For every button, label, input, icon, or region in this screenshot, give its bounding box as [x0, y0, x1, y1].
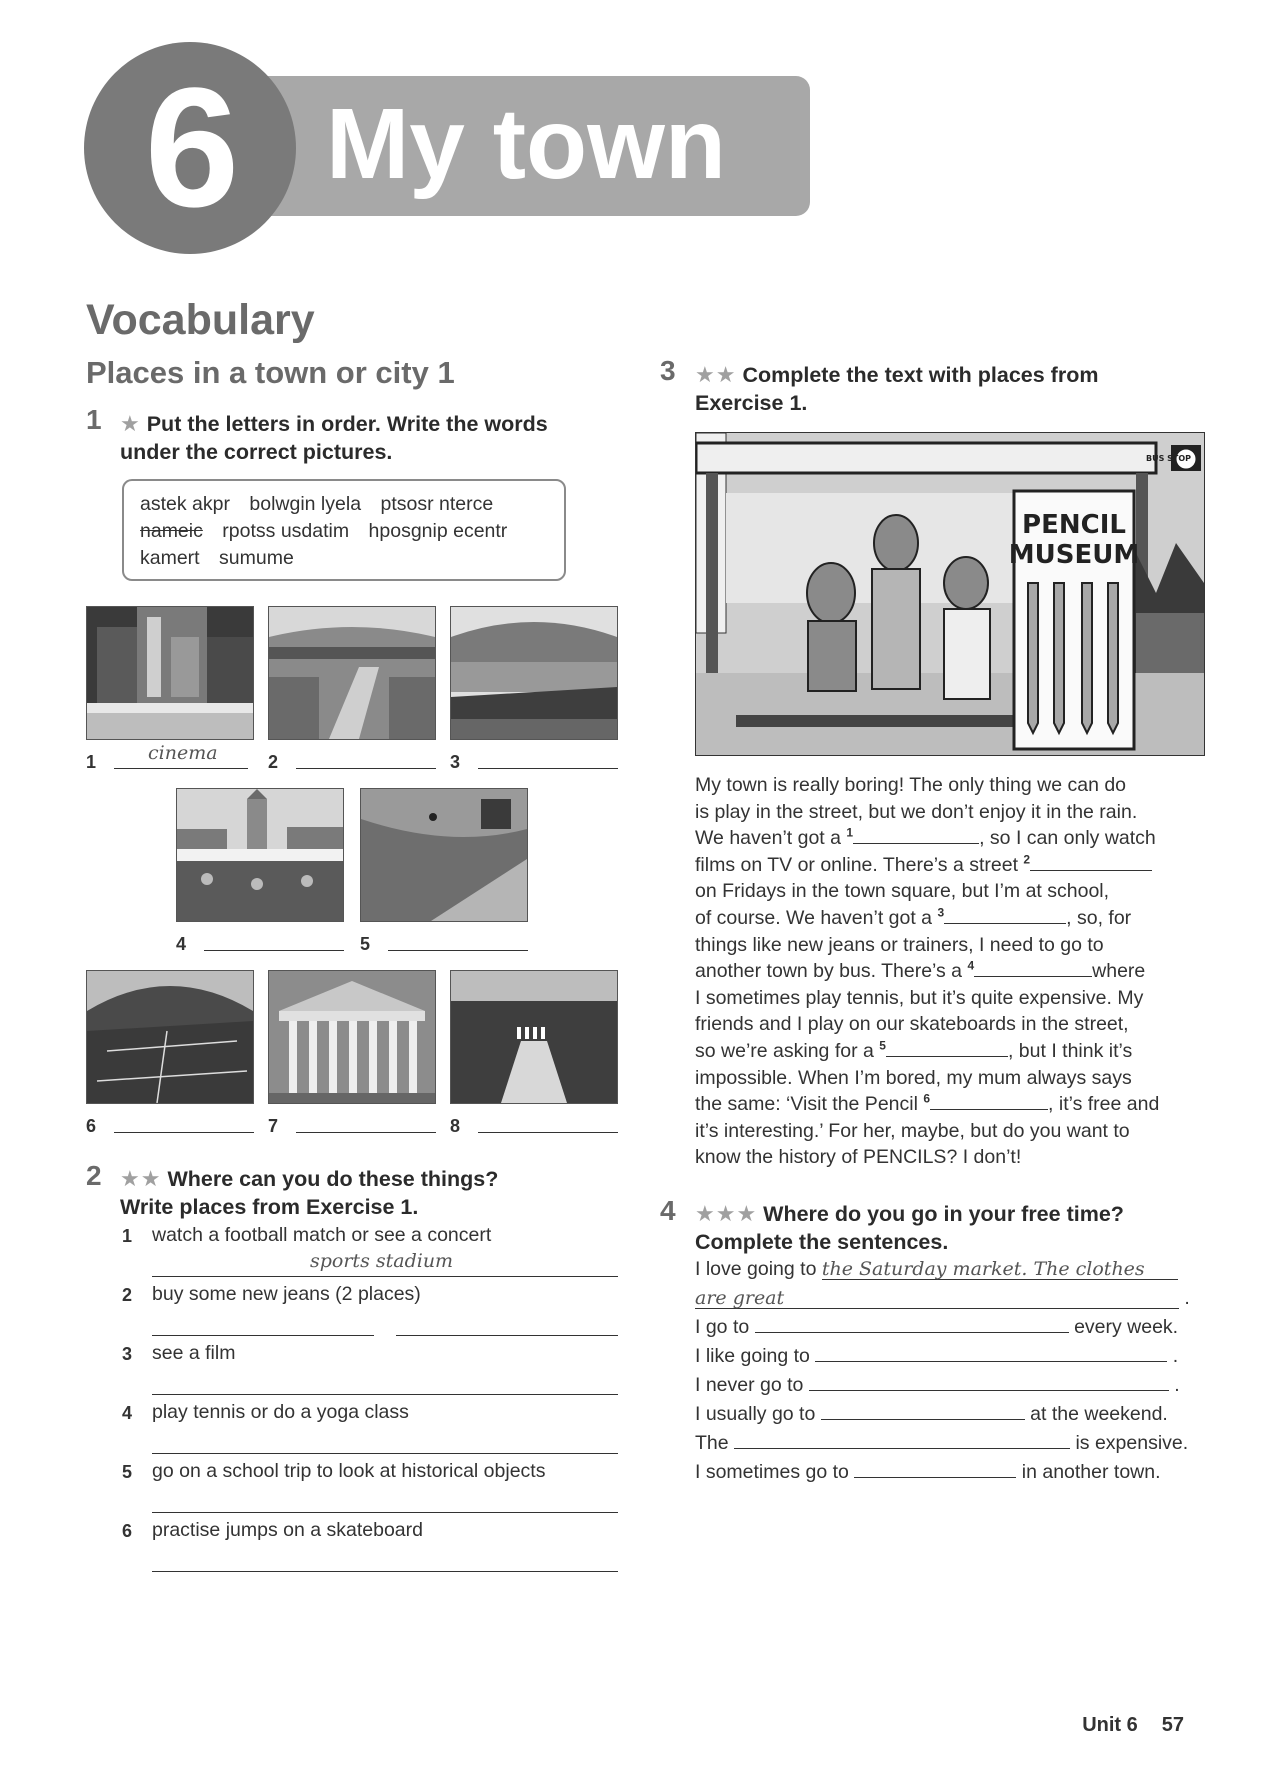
answer-line-7[interactable]	[296, 1110, 436, 1133]
gap-number: 6	[923, 1091, 931, 1106]
bus-stop-label: BUS STOP	[1146, 454, 1192, 463]
story-line: things like new jeans or trainers, I need to go to	[695, 933, 1104, 956]
picture-number: 8	[450, 1116, 461, 1136]
section-subtitle: Places in a town or city 1	[86, 355, 455, 390]
instruction-line: Write places from Exercise 1.	[120, 1195, 419, 1219]
story-line: I sometimes play tennis, but it’s quite expensive. My	[695, 986, 1144, 1009]
story-line: it’s interesting.’ For her, maybe, but do you want to	[695, 1119, 1130, 1142]
story-line: My town is really boring! The only thing we can do	[695, 774, 1127, 796]
exercise-4-sentences	[695, 1255, 1195, 1487]
photo-market	[176, 788, 344, 922]
sentence-3: I like going to .	[695, 1345, 1179, 1367]
story-gap-6[interactable]	[930, 1091, 1048, 1110]
story-line: so we’re asking for a $^5$ , but I think it’s	[695, 1038, 1133, 1062]
answer-line[interactable]	[152, 1313, 374, 1336]
answer-line[interactable]	[152, 1250, 618, 1277]
photo-cinema	[86, 606, 254, 740]
scrambled-word: hposgnip ecentr	[368, 520, 508, 542]
sentence-gap[interactable]	[734, 1430, 1070, 1449]
answer-line-2[interactable]	[296, 746, 436, 769]
gap-number: 1	[846, 825, 854, 840]
picture-number: 6	[86, 1116, 97, 1136]
unit-title: My town	[326, 88, 726, 200]
story-line: the same: ‘Visit the Pencil $^6$ , it’s free and	[695, 1091, 1160, 1116]
section-title: Vocabulary	[86, 296, 315, 344]
story-line: another town by bus. There’s a $^4$ where	[695, 958, 1146, 983]
exercise-4-number: 4	[660, 1195, 676, 1226]
sign-text: PENCIL	[1022, 510, 1126, 540]
exercise-3-instruction	[695, 361, 1215, 417]
exercise-4-instruction	[695, 1200, 1215, 1256]
sentence-gap[interactable]	[821, 1401, 1025, 1420]
answer-line-4[interactable]	[204, 928, 344, 951]
instruction-line: under the correct pictures.	[120, 440, 393, 464]
instruction-line: Complete the text with places from	[742, 363, 1099, 387]
star-icon: ★★	[695, 362, 737, 387]
scrambled-word: sumume	[219, 547, 294, 569]
photo-museum	[268, 970, 436, 1104]
example-answer: cinema	[148, 742, 218, 764]
instruction-line: Exercise 1.	[695, 391, 808, 415]
picture-number: 1	[86, 752, 97, 772]
story-line: friends and I play on our skateboards in the street,	[695, 1013, 1129, 1036]
story-line: We haven’t got a $^1$ , so I can only watch	[695, 825, 1156, 850]
item-number: 1	[122, 1226, 133, 1246]
item-text: watch a football match or see a concert	[152, 1224, 492, 1246]
answer-line-8[interactable]	[478, 1110, 618, 1133]
picture-number: 5	[360, 934, 371, 954]
word-row	[140, 518, 521, 545]
sign-text: MUSEUM	[1008, 540, 1140, 570]
answer-line-1[interactable]	[114, 742, 248, 769]
answer-line-3[interactable]	[478, 746, 618, 769]
story-line: on Fridays in the town square, but I’m at school,	[695, 880, 1110, 903]
sentence-gap[interactable]	[854, 1459, 1016, 1478]
sentence-5: I usually go to at the weekend.	[695, 1403, 1168, 1425]
answer-line[interactable]	[396, 1313, 618, 1336]
answer-line-6[interactable]	[114, 1110, 254, 1133]
answer-line[interactable]	[152, 1549, 618, 1572]
sentence-gap[interactable]	[809, 1372, 1169, 1391]
instruction-line: Complete the sentences.	[695, 1230, 949, 1254]
story-gap-4[interactable]	[974, 958, 1092, 977]
photo-shopping-centre	[268, 606, 436, 740]
word-box	[122, 479, 566, 581]
page-number: 57	[1161, 1714, 1184, 1736]
answer-line[interactable]	[152, 1431, 618, 1454]
item-text: practise jumps on a skateboard	[152, 1519, 423, 1541]
instruction-line: Where can you do these things?	[167, 1167, 499, 1191]
photo-tennis-centre	[86, 970, 254, 1104]
story-line: films on TV or online. There’s a street $^2$	[695, 852, 1195, 879]
item-text: play tennis or do a yoga class	[152, 1401, 409, 1423]
example-answer: sports stadium	[310, 1250, 454, 1272]
item-number: 5	[122, 1462, 133, 1482]
footer-unit: Unit 6	[1082, 1714, 1138, 1736]
story-line: impossible. When I’m bored, my mum always says	[695, 1066, 1132, 1089]
sentence-1-cont: are great .	[695, 1287, 1190, 1309]
scrambled-word-done: nameic	[140, 520, 203, 542]
example-answer[interactable]: the Saturday market. The clothes	[822, 1259, 1178, 1280]
sentence-1: I love going to the Saturday market. The clothes	[695, 1255, 1195, 1284]
scrambled-word: rpotss usdatim	[222, 520, 350, 542]
instruction-line: Put the letters in order. Write the words	[146, 412, 548, 436]
story-line: is play in the street, but we don’t enjoy it in the rain.	[695, 800, 1138, 823]
gap-number: 3	[937, 905, 945, 920]
sentence-2: I go to every week.	[695, 1316, 1179, 1338]
answer-line[interactable]	[152, 1490, 618, 1513]
scrambled-word: astek akpr	[140, 493, 230, 515]
scrambled-word: bolwgin lyela	[249, 493, 362, 515]
answer-line-5[interactable]	[388, 928, 528, 951]
picture-number: 4	[176, 934, 187, 954]
picture-number: 2	[268, 752, 279, 772]
gap-number: 2	[1023, 852, 1031, 867]
exercise-1-instruction	[120, 410, 640, 466]
photo-skatepark	[360, 788, 528, 922]
star-icon: ★	[120, 411, 141, 436]
sentence-gap[interactable]	[755, 1314, 1069, 1333]
instruction-line: Where do you go in your free time?	[763, 1202, 1124, 1226]
sentence-6: The is expensive.	[695, 1432, 1189, 1454]
item-number: 6	[122, 1521, 133, 1541]
item-number: 4	[122, 1403, 133, 1423]
picture-number: 3	[450, 752, 461, 772]
example-answer[interactable]: are great	[695, 1288, 1179, 1309]
story-text	[695, 772, 1195, 1171]
star-icon: ★★	[120, 1166, 162, 1191]
gap-number: 5	[879, 1038, 886, 1053]
story-line: of course. We haven’t got a $^3$ , so, for	[695, 905, 1132, 929]
item-text: go on a school trip to look at historical objects	[152, 1460, 546, 1482]
unit-number: 6	[144, 53, 236, 243]
item-text: see a film	[152, 1342, 236, 1364]
photo-bowling-alley	[450, 970, 618, 1104]
page-footer	[1058, 1714, 1184, 1737]
sentence-7: I sometimes go to in another town.	[695, 1461, 1161, 1483]
item-text: buy some new jeans (2 places)	[152, 1283, 421, 1305]
item-number: 3	[122, 1344, 133, 1364]
photo-sports-stadium	[450, 606, 618, 740]
story-line: know the history of PENCILS? I don’t!	[695, 1146, 1022, 1169]
scrambled-word: ptsosr nterce	[380, 493, 494, 515]
scrambled-word: kamert	[140, 547, 200, 569]
story-gap-1[interactable]	[853, 825, 979, 844]
exercise-2-instruction	[120, 1165, 640, 1221]
exercise-3-number: 3	[660, 355, 676, 386]
gap-number: 4	[967, 958, 975, 973]
story-gap-3[interactable]	[944, 905, 1066, 924]
illustration-bus-stop	[695, 432, 1205, 756]
word-row	[140, 545, 521, 572]
exercise-1-number: 1	[86, 404, 102, 435]
star-icon: ★★★	[695, 1201, 758, 1226]
exercise-2-number: 2	[86, 1160, 102, 1191]
sentence-4: I never go to .	[695, 1374, 1180, 1396]
item-number: 2	[122, 1285, 133, 1305]
story-gap-2[interactable]	[1030, 852, 1152, 871]
sentence-gap[interactable]	[815, 1343, 1167, 1362]
story-gap-5[interactable]	[886, 1038, 1008, 1057]
word-row	[140, 491, 521, 518]
answer-line[interactable]	[152, 1372, 618, 1395]
picture-number: 7	[268, 1116, 279, 1136]
